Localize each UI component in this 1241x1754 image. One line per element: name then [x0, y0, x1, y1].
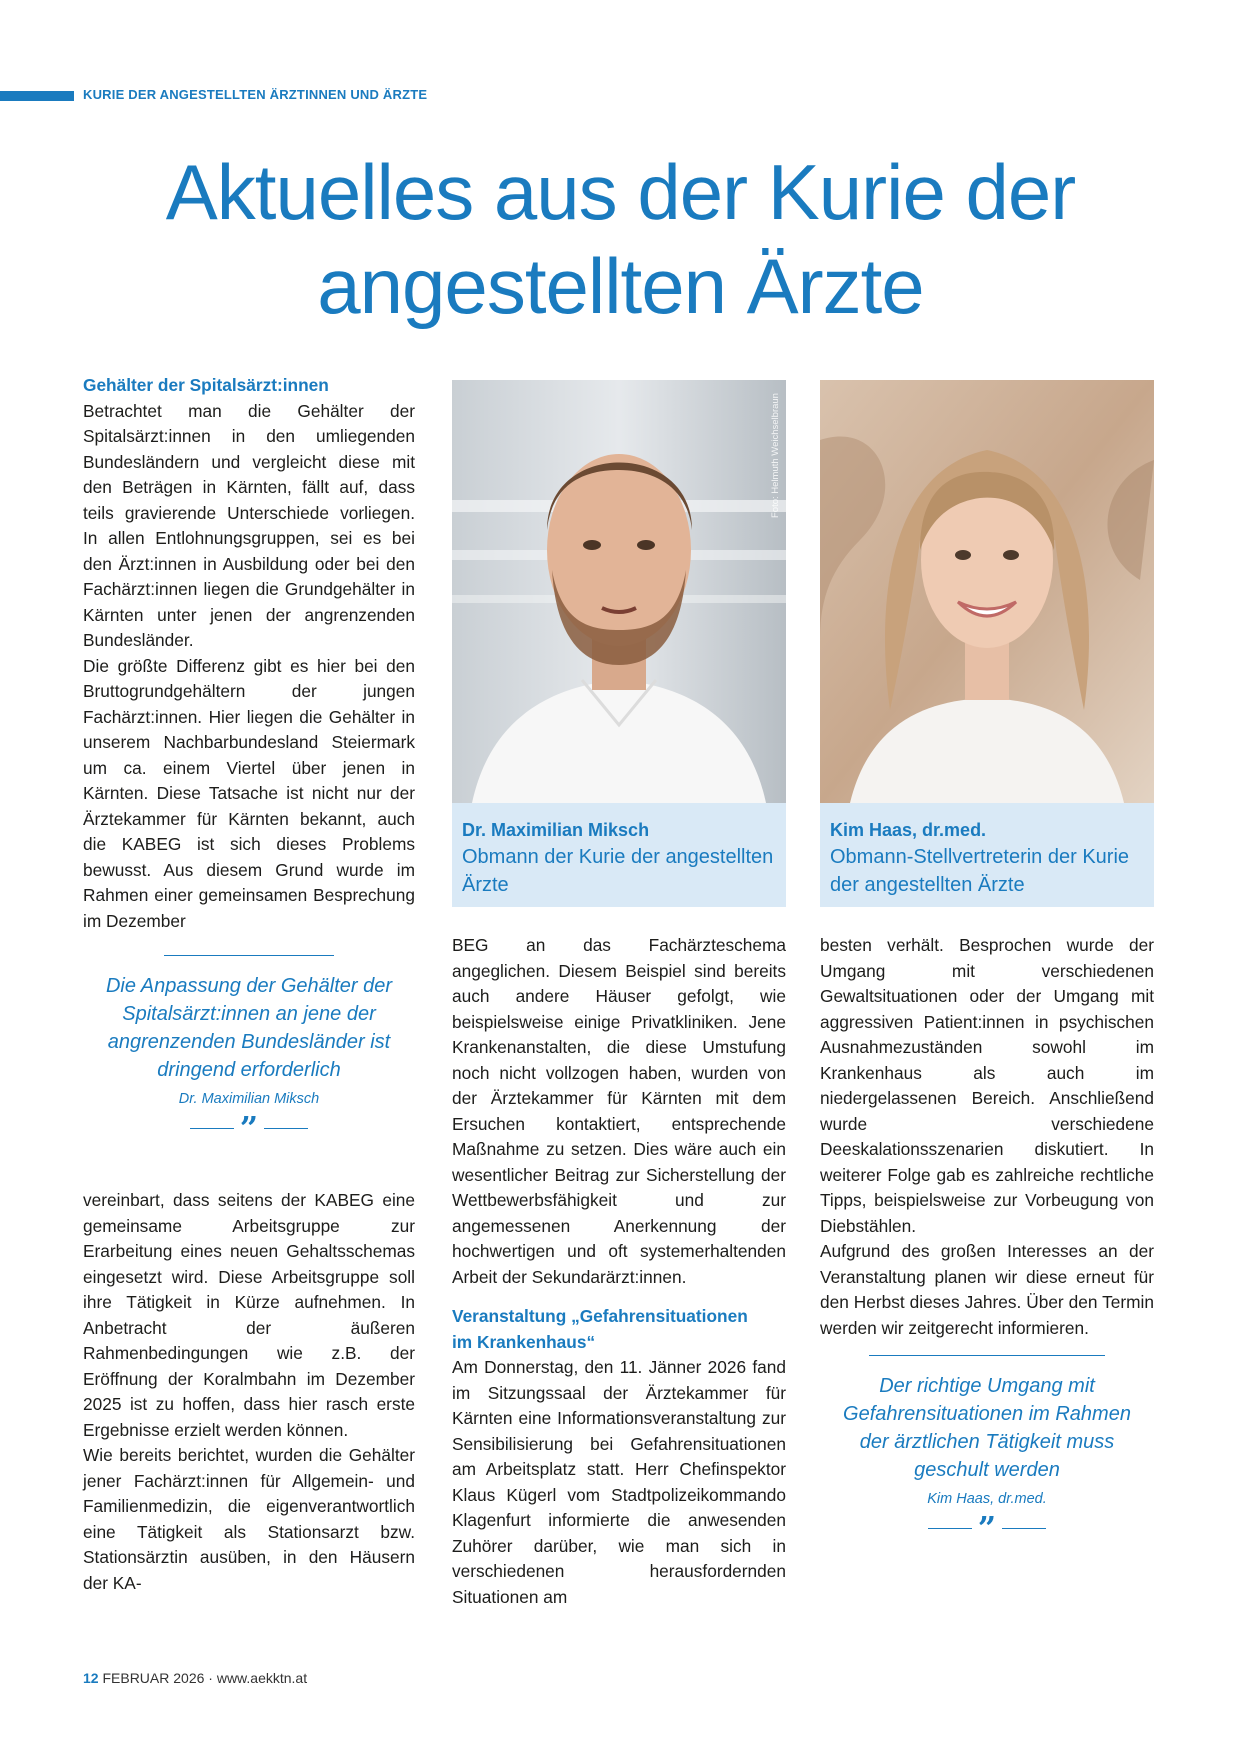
paragraph: besten verhält. Besprochen wurde der Umgang mit verschiedenen Gewaltsituationen oder der Umgang mit aggressiven Patient:innen in psychischen Ausnahmezuständen sowohl im Krankenhaus als auch im niedergelassenen Bereich. Anschließend wurde verschiedene Deeskalationsszenarien diskutiert. In weiterer Folge gab es zahlreiche rechtliche Tipps, beispielsweise zur Vorbeugung von Diebstählen. — [820, 935, 1154, 1236]
quote-rule — [164, 955, 334, 956]
quote-text: Der richtige Umgang mit Gefahrensituationen im Rahmen der ärztlichen Tätigkeit muss geschult werden — [843, 1375, 1131, 1481]
caption-name: Dr. Maximilian Miksch — [462, 820, 650, 840]
column-2 — [452, 933, 786, 1610]
paragraph: Betrachtet man die Gehälter der Spitalsärzt:innen in den umliegenden Bundesländern und vergleicht diese mit den Beträgen in Kärnten, fällt auf, dass teils gravierende Unterschiede vorliegen. In allen Entlohnungsgruppen, sei es bei den Ärzt:innen in Ausbildung oder bei den Fachärzt:innen liegen die Grundgehälter in Kärnten unter jenen der angrenzenden Bundesländer. — [83, 400, 415, 650]
quote-dash — [1002, 1528, 1046, 1529]
caption-miksch — [452, 803, 786, 907]
page-title-line-2: angestellten Ärzte — [317, 242, 924, 330]
portrait-photo-haas — [820, 380, 1154, 803]
quote-mark — [93, 1109, 405, 1147]
page-title — [60, 145, 1181, 333]
caption-role: Obmann-Stellvertreterin der Kurie der angestellten Ärzte — [830, 846, 1130, 896]
portrait-photo-miksch — [452, 380, 786, 803]
subhead-line-2: im Krankenhaus“ — [452, 1331, 596, 1352]
pull-quote-2 — [835, 1355, 1139, 1547]
quote-dash — [928, 1528, 972, 1529]
quote-author: Dr. Maximilian Miksch — [178, 1091, 320, 1107]
paragraph: Aufgrund des großen Interesses an der Veranstaltung planen wir diese erneut für den Herbst dieses Jahres. Über den Termin werden wir zeitgerecht informieren. — [820, 1241, 1154, 1338]
paragraph: Wie bereits berichtet, wurden die Gehälter jener Fachärzt:innen für Allgemein- und Familienmedizin, die eigenverantwortlich eine Tätigkeit als Stationsarzt bzw. Stationsärztin ausüben, in den Häusern der KA- — [83, 1445, 415, 1593]
portrait-image-man — [452, 380, 786, 803]
subhead-line-1: Veranstaltung „Gefahrensituationen — [452, 1306, 748, 1326]
footer-issue: FEBRUAR 2026 · www.aekktn.at — [102, 1670, 308, 1686]
paragraph: vereinbart, dass seitens der KABEG eine gemeinsame Arbeitsgruppe zur Erarbeitung eines neuen Gehaltsschemas eingesetzt wird. Diese Arbeitsgruppe soll ihre Tätigkeit in Kürze aufnehmen. In Anbetracht der äußeren Rahmenbedingungen wie z.B. der Eröffnung der Koralmbahn im Dezember 2025 ist zu hoffen, dass hier rasch erste Ergebnisse erzielt werden können. — [83, 1190, 415, 1440]
column-1-bottom — [83, 1188, 415, 1596]
section-subhead-event — [452, 1304, 786, 1355]
paragraph: BEG an das Fachärzteschema angeglichen. Diesem Beispiel sind bereits auch andere Häuser gefolgt, wie beispielsweise einige Privatkliniken. Jene Krankenanstalten, die diese Umstufung noch nicht vollzogen haben, wurden von der Ärztekammer für Kärnten mit dem Ersuchen kontaktiert, entsprechende Maßnahme zu setzen. Dies wäre auch ein wesentlicher Beitrag zur Sicherstellung der Wettbewerbsfähigkeit und zur angemessenen Anerkennung der hochwertigen und oft systemerhaltenden Arbeit der Sekundarärzt:innen. — [452, 935, 786, 1287]
closing-quote-icon: ” — [977, 1509, 997, 1547]
paragraph: Am Donnerstag, den 11. Jänner 2026 fand im Sitzungssaal der Ärztekammer für Kärnten eine Informationsveranstaltung zur Sensibilisierung bei Gefahrensituationen am Arbeitsplatz statt. Herr Chefinspektor Klaus Kügerl vom Stadtpolizeikommando Klagenfurt informierte die anwesenden Zuhörer darüber, wie man sich in verschiedenen herausfordernden Situationen am — [452, 1357, 786, 1607]
page-number: 12 — [83, 1670, 99, 1686]
column-1-top — [83, 373, 415, 934]
quote-dash — [264, 1128, 308, 1129]
pull-quote-1 — [93, 955, 405, 1147]
caption-role: Obmann der Kurie der angestellten Ärzte — [462, 846, 774, 896]
quote-text: Die Anpassung der Gehälter der Spitalsärzt:innen an jene der angrenzenden Bundesländer ist dringend erforderlich — [105, 975, 393, 1081]
quote-rule — [869, 1355, 1105, 1356]
page-title-line-1: Aktuelles aus der Kurie der — [165, 148, 1076, 236]
column-3 — [820, 933, 1154, 1341]
quote-mark — [835, 1509, 1139, 1547]
photo-credit: Foto: Helmuth Weichselbraun — [770, 393, 781, 518]
portrait-image-woman — [820, 380, 1154, 803]
quote-dash — [190, 1128, 234, 1129]
page-footer — [83, 1670, 307, 1686]
caption-name: Kim Haas, dr.med. — [830, 820, 987, 840]
closing-quote-icon: ” — [239, 1109, 259, 1147]
quote-author: Kim Haas, dr.med. — [927, 1491, 1047, 1507]
section-kicker: KURIE DER ANGESTELLTEN ÄRZTINNEN UND ÄRZTE — [83, 87, 428, 102]
paragraph: Die größte Differenz gibt es hier bei den Bruttogrundgehältern der jungen Fachärzt:innen. Hier liegen die Gehälter in unserem Nachbarbundesland Steiermark um ca. einem Viertel über jenen in Kärnten. Diese Tatsache ist nicht nur der Ärztekammer für Kärnten bekannt, auch die KABEG ist sich dieses Problems bewusst. Aus diesem Grund wurde im Rahmen einer gemeinsamen Besprechung im Dezember — [83, 655, 415, 931]
caption-haas — [820, 803, 1154, 907]
kicker-bar — [0, 91, 74, 101]
section-subhead-salaries: Gehälter der Spitalsärzt:innen — [83, 375, 329, 395]
